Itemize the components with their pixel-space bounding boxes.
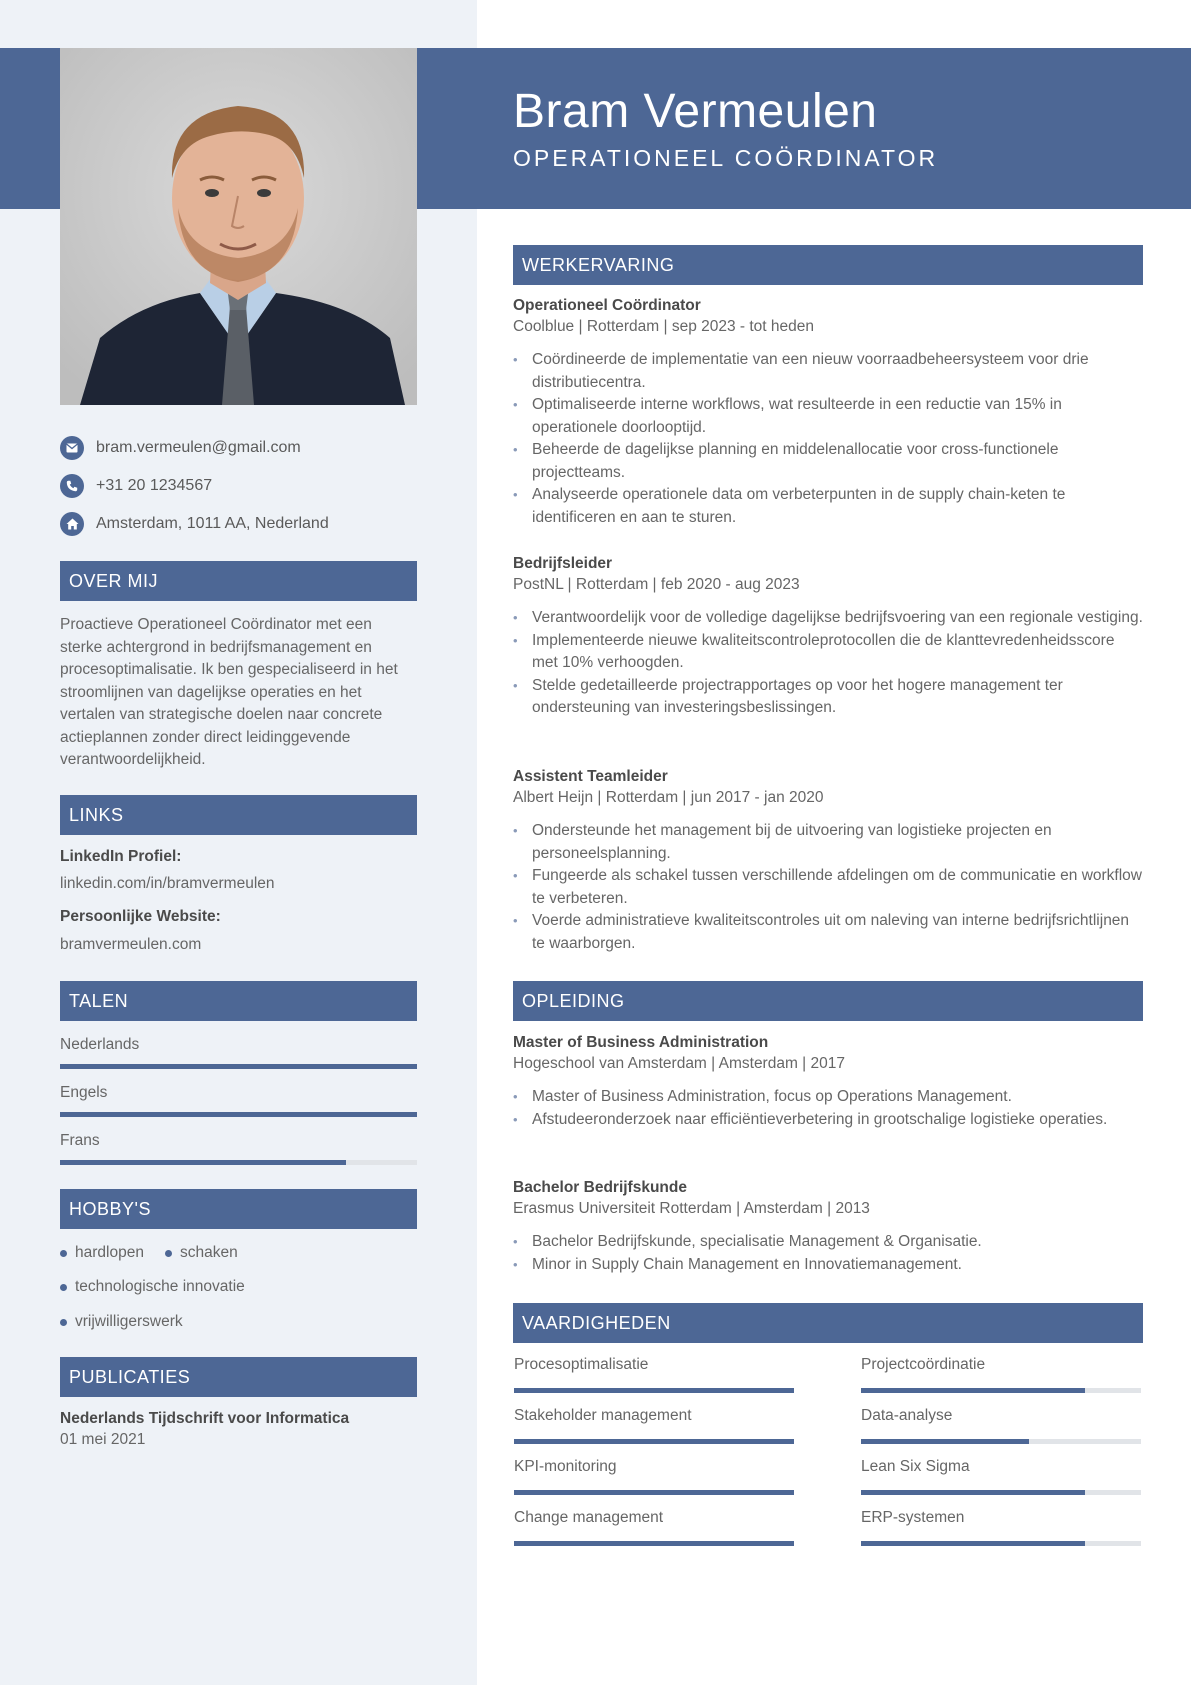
skill-level-bar — [514, 1490, 794, 1495]
candidate-title: OPERATIONEEL COÖRDINATOR — [513, 145, 939, 171]
contact-address — [60, 511, 329, 537]
skill-level-bar — [514, 1388, 794, 1393]
education-meta: Hogeschool van Amsterdam | Amsterdam | 2017 — [513, 1055, 845, 1072]
education-entry — [513, 1178, 1143, 1276]
portrait-illustration — [60, 48, 417, 405]
language-name: Frans — [60, 1132, 100, 1149]
about-text: Proactieve Operationeel Coördinator met een sterke achtergrond in bedrijfsmanagement en procesoptimalisatie. Ik ben gespecialiseerd in het stroomlijnen van dagelijkse operaties en het vertalen van strategische doelen naar concrete actieplannen zonder direct leidinggevende verantwoordelijkheid. — [60, 616, 398, 768]
bullet-icon — [60, 1284, 67, 1291]
skill-level-fill — [861, 1439, 1029, 1444]
skill-level-bar — [514, 1439, 794, 1444]
skill-level-fill — [861, 1388, 1085, 1393]
bullet-icon — [60, 1250, 67, 1257]
section-header-publications: PUBLICATIES — [60, 1357, 417, 1397]
website-link[interactable]: bramvermeulen.com — [60, 936, 202, 953]
section-header-experience: WERKERVARING — [513, 245, 1143, 285]
hobby-label: technologische innovatie — [75, 1278, 245, 1295]
skill-name: Procesoptimalisatie — [514, 1356, 649, 1373]
hobby-label: hardlopen — [75, 1244, 144, 1261]
section-header-education: OPLEIDING — [513, 981, 1143, 1021]
skill-level-fill — [514, 1490, 794, 1495]
address-text: Amsterdam, 1011 AA, Nederland — [96, 515, 329, 532]
email-text: bram.vermeulen@gmail.com — [96, 439, 301, 456]
linkedin-link[interactable]: linkedin.com/in/bramvermeulen — [60, 875, 275, 892]
bullet-item: • Master of Business Administration, focus op Operations Management. — [513, 1086, 1143, 1109]
job-entry — [513, 554, 1143, 720]
job-title: Operationeel Coördinator — [513, 297, 701, 314]
skill-name: ERP-systemen — [861, 1509, 965, 1526]
home-icon — [60, 512, 84, 536]
skill-level-fill — [861, 1541, 1085, 1546]
bullet-item: • Bachelor Bedrijfskunde, specialisatie Management & Organisatie. — [513, 1231, 1143, 1254]
job-meta: PostNL | Rotterdam | feb 2020 - aug 2023 — [513, 576, 800, 593]
job-title: Assistent Teamleider — [513, 768, 668, 785]
bullet-item: • Implementeerde nieuwe kwaliteitscontroleprotocollen die de klanttevredenheidsscore met 10% verhoogden. — [513, 630, 1143, 675]
language-level-bar — [60, 1112, 417, 1117]
publication-date: 01 mei 2021 — [60, 1431, 146, 1448]
skill-level-fill — [514, 1388, 794, 1393]
publication-title: Nederlands Tijdschrift voor Informatica — [60, 1410, 350, 1427]
bullet-item: • Fungeerde als schakel tussen verschillende afdelingen om de communicatie en workflow te verbeteren. — [513, 865, 1143, 910]
skill-level-fill — [514, 1439, 794, 1444]
skill-name: Projectcoördinatie — [861, 1356, 986, 1373]
language-level-fill — [60, 1064, 417, 1069]
section-header-links: LINKS — [60, 795, 417, 835]
job-bullets — [513, 820, 1143, 955]
bullet-item: • Beheerde de dagelijkse planning en middelenallocatie voor cross-functionele projectteams. — [513, 439, 1143, 484]
email-icon — [60, 436, 84, 460]
skill-name: Stakeholder management — [514, 1407, 692, 1424]
language-level-fill — [60, 1112, 417, 1117]
profile-photo — [60, 48, 417, 405]
contact-email[interactable] — [60, 435, 301, 461]
linkedin-label: LinkedIn Profiel: — [60, 848, 182, 865]
bullet-item: • Voerde administratieve kwaliteitscontroles uit om naleving van interne bedrijfsrichtlijnen te waarborgen. — [513, 910, 1143, 955]
section-header-hobbies: HOBBY'S — [60, 1189, 417, 1229]
education-bullets — [513, 1231, 1143, 1276]
bullet-item: • Afstudeeronderzoek naar efficiëntieverbetering in grootschalige logistieke operaties. — [513, 1109, 1143, 1132]
job-bullets — [513, 607, 1143, 720]
education-title: Master of Business Administration — [513, 1034, 769, 1051]
skill-name: Lean Six Sigma — [861, 1458, 970, 1475]
contact-phone[interactable] — [60, 473, 212, 499]
education-bullets — [513, 1086, 1143, 1131]
job-entry — [513, 296, 1143, 529]
education-title: Bachelor Bedrijfskunde — [513, 1179, 687, 1196]
skill-level-bar — [861, 1388, 1141, 1393]
bullet-item: • Minor in Supply Chain Management en Innovatiemanagement. — [513, 1254, 1143, 1277]
bullet-icon — [60, 1319, 67, 1326]
bullet-item: • Ondersteunde het management bij de uitvoering van logistieke projecten en personeelsplanning. — [513, 820, 1143, 865]
language-level-bar — [60, 1064, 417, 1069]
language-level-fill — [60, 1160, 346, 1165]
language-level-bar — [60, 1160, 417, 1165]
section-header-skills: VAARDIGHEDEN — [513, 1303, 1143, 1343]
bullet-item: • Optimaliseerde interne workflows, wat resulteerde in een reductie van 15% in operationele doorlooptijd. — [513, 394, 1143, 439]
hobby-label: vrijwilligerswerk — [75, 1313, 183, 1330]
language-name: Nederlands — [60, 1036, 140, 1053]
job-entry — [513, 767, 1143, 955]
bullet-item: • Stelde gedetailleerde projectrapportages op voor het hogere management ter ondersteuning van investeringsbeslissingen. — [513, 675, 1143, 720]
job-meta: Coolblue | Rotterdam | sep 2023 - tot heden — [513, 318, 815, 335]
job-bullets — [513, 349, 1143, 529]
skill-level-bar — [514, 1541, 794, 1546]
website-label: Persoonlijke Website: — [60, 908, 221, 925]
bullet-item: • Analyseerde operationele data om verbeterpunten in de supply chain-keten te identificeren en aan te sturen. — [513, 484, 1143, 529]
hobby-item — [60, 1278, 245, 1296]
language-name: Engels — [60, 1084, 108, 1101]
job-meta: Albert Heijn | Rotterdam | jun 2017 - jan 2020 — [513, 789, 824, 806]
job-title: Bedrijfsleider — [513, 555, 613, 572]
bullet-item: • Coördineerde de implementatie van een nieuw voorraadbeheersysteem voor drie distributiecentra. — [513, 349, 1143, 394]
skill-level-bar — [861, 1541, 1141, 1546]
hobby-item — [165, 1244, 238, 1262]
hobby-label: schaken — [180, 1244, 238, 1261]
phone-icon — [60, 474, 84, 498]
skill-name: Data-analyse — [861, 1407, 953, 1424]
skill-level-bar — [861, 1490, 1141, 1495]
education-meta: Erasmus Universiteit Rotterdam | Amsterdam | 2013 — [513, 1200, 870, 1217]
skill-name: KPI-monitoring — [514, 1458, 617, 1475]
bullet-item: • Verantwoordelijk voor de volledige dagelijkse bedrijfsvoering van een regionale vestiging. — [513, 607, 1143, 630]
bullet-icon — [165, 1250, 172, 1257]
skill-name: Change management — [514, 1509, 664, 1526]
skill-level-fill — [514, 1541, 794, 1546]
hobby-item — [60, 1313, 183, 1331]
section-header-languages: TALEN — [60, 981, 417, 1021]
phone-text: +31 20 1234567 — [96, 477, 213, 494]
skill-level-bar — [861, 1439, 1141, 1444]
candidate-name: Bram Vermeulen — [513, 85, 878, 138]
section-header-about: OVER MIJ — [60, 561, 417, 601]
hobby-item — [60, 1244, 144, 1262]
education-entry — [513, 1033, 1143, 1131]
skill-level-fill — [861, 1490, 1085, 1495]
